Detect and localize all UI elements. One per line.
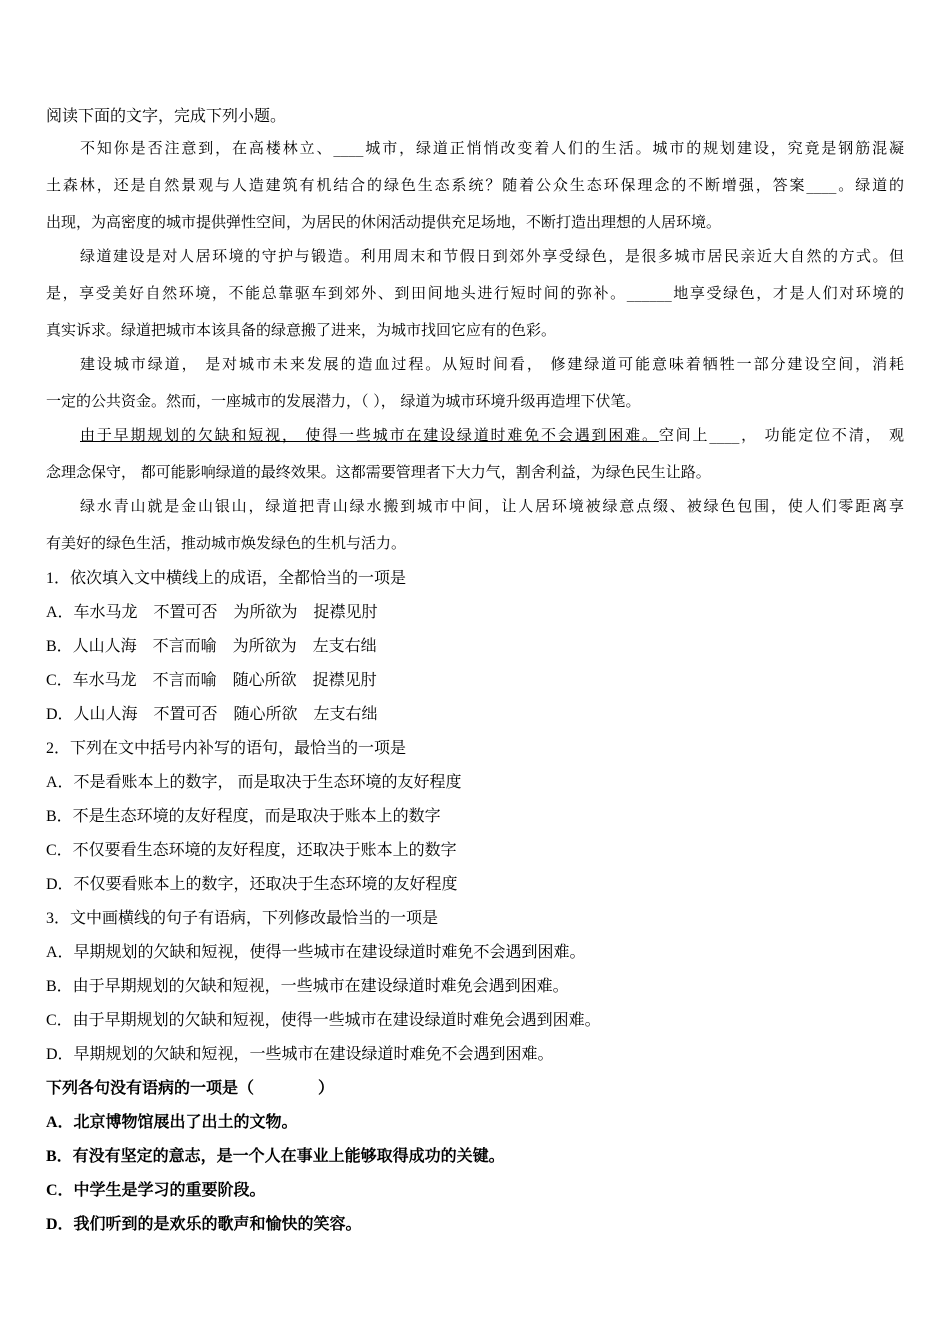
passage-p2-line2: 是，享受美好自然环境，不能总靠驱车到郊外、到田间地头进行短时间的弥补。______地享受绿色，才是人们对环境的	[46, 284, 904, 302]
question-2-option-a: A．不是看账本上的数字， 而是取决于生态环境的友好程度	[46, 774, 462, 791]
passage-p1-line2: 土森林，还是自然景观与人造建筑有机结合的绿色生态系统？随着公众生态环保理念的不断增强，答案____。绿道的	[46, 176, 904, 194]
instruction: 阅读下面的文字，完成下列小题。	[46, 108, 287, 125]
question-2-option-b: B．不是生态环境的友好程度，而是取决于账本上的数字	[46, 808, 441, 825]
question-2-stem: 2．下列在文中括号内补写的语句，最恰当的一项是	[46, 740, 407, 757]
bold-question-option-d: D．我们听到的是欢乐的歌声和愉快的笑容。	[46, 1216, 362, 1233]
passage-p4-rest: 空间上____， 功能定位不清， 观	[658, 426, 904, 444]
passage-p4-line1	[80, 424, 904, 445]
question-3-option-b: B．由于早期规划的欠缺和短视，一些城市在建设绿道时难免会遇到困难。	[46, 978, 569, 995]
question-3-option-a: A．早期规划的欠缺和短视，使得一些城市在建设绿道时难免不会遇到困难。	[46, 944, 586, 961]
passage-p3-line1: 建设城市绿道， 是对城市未来发展的造血过程。从短时间看， 修建绿道可能意味着牺牲一部分建设空间，消耗	[80, 355, 904, 373]
passage-p5-line2: 有美好的绿色生活，推动城市焕发绿色的生机与活力。	[46, 534, 407, 552]
question-1-option-a: A．车水马龙 不置可否 为所欲为 捉襟见肘	[46, 604, 378, 621]
passage-p1-line3: 出现，为高密度的城市提供弹性空间，为居民的休闲活动提供充足场地，不断打造出理想的人居环境。	[46, 213, 722, 231]
question-2-option-c: C．不仅要看生态环境的友好程度，还取决于账本上的数字	[46, 842, 457, 859]
question-2-option-d: D．不仅要看账本上的数字，还取决于生态环境的友好程度	[46, 876, 458, 893]
bold-question-option-a: A．北京博物馆展出了出土的文物。	[46, 1114, 298, 1131]
passage-p5-line1: 绿水青山就是金山银山，绿道把青山绿水搬到城市中间，让人居环境被绿意点缀、被绿色包围，使人们零距离享	[80, 497, 904, 515]
question-1-option-d: D．人山人海 不置可否 随心所欲 左支右绌	[46, 706, 378, 723]
passage-p4-line2: 念理念保守， 都可能影响绿道的最终效果。这都需要管理者下大力气，割舍利益，为绿色民生让路。	[46, 463, 711, 481]
question-1-option-c: C．车水马龙 不言而喻 随心所欲 捉襟见肘	[46, 672, 377, 689]
question-3-option-d: D．早期规划的欠缺和短视，一些城市在建设绿道时难免不会遇到困难。	[46, 1046, 554, 1063]
bold-question-option-c: C．中学生是学习的重要阶段。	[46, 1182, 266, 1199]
passage-p2-line1: 绿道建设是对人居环境的守护与锻造。利用周末和节假日到郊外享受绿色，是很多城市居民亲近大自然的方式。但	[80, 247, 904, 265]
underlined-sentence: 由于早期规划的欠缺和短视， 使得一些城市在建设绿道时难免不会遇到困难。	[80, 426, 659, 444]
question-1-option-b: B．人山人海 不言而喻 为所欲为 左支右绌	[46, 638, 377, 655]
bold-question-stem: 下列各句没有语病的一项是（ ）	[46, 1080, 335, 1097]
question-3-stem: 3．文中画横线的句子有语病，下列修改最恰当的一项是	[46, 910, 439, 927]
passage-p3-line2: 一定的公共资金。然而，一座城市的发展潜力，（ ）， 绿道为城市环境升级再造埋下伏笔。	[46, 392, 641, 410]
passage-p2-line3: 真实诉求。绿道把城市本该具备的绿意搬了进来，为城市找回它应有的色彩。	[46, 321, 557, 339]
question-3-option-c: C．由于早期规划的欠缺和短视，使得一些城市在建设绿道时难免会遇到困难。	[46, 1012, 601, 1029]
bold-question-option-b: B．有没有坚定的意志，是一个人在事业上能够取得成功的关键。	[46, 1148, 505, 1165]
passage-p1-line1: 不知你是否注意到，在高楼林立、____城市，绿道正悄悄改变着人们的生活。城市的规划建设，究竟是钢筋混凝	[80, 139, 904, 157]
question-1-stem: 1．依次填入文中横线上的成语，全都恰当的一项是	[46, 570, 407, 587]
